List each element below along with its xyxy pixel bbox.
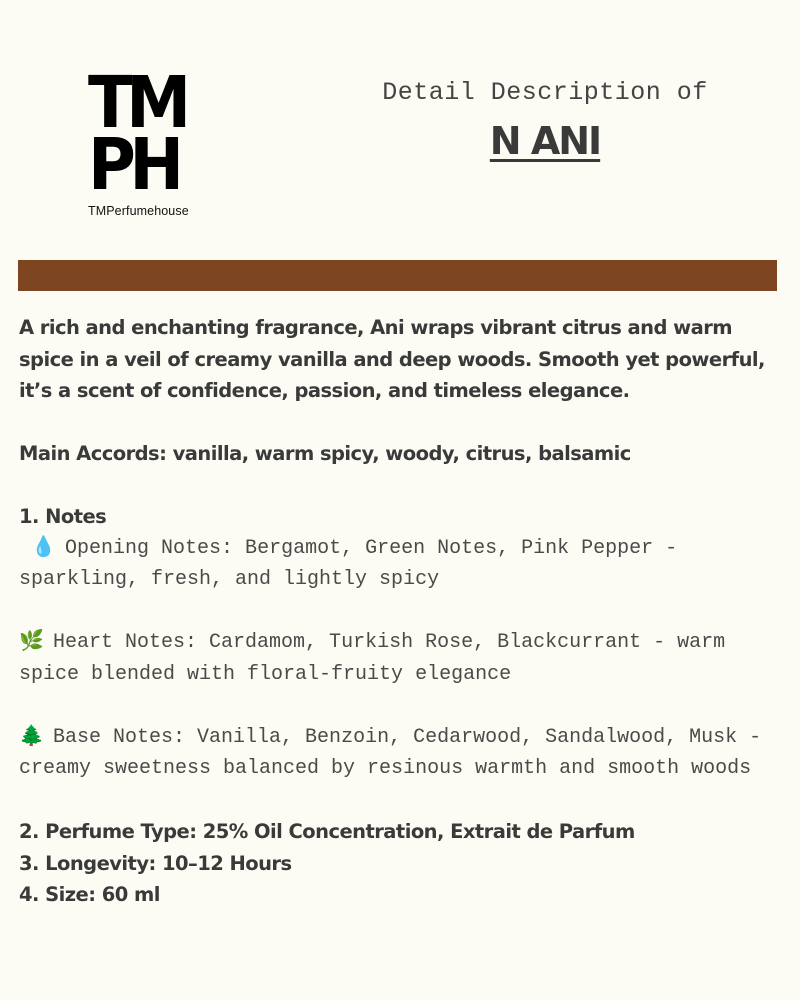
opening-notes-text: Opening Notes: Bergamot, Green Notes, Pink Pepper - sparkling, fresh, and lightly spicy <box>19 536 678 591</box>
description-paragraph: A rich and enchanting fragrance, Ani wraps vibrant citrus and warm spice in a veil of creamy vanilla and deep woods. Smooth yet powerful, it’s a scent of confidence, passion, and timeless elegance. <box>19 316 765 402</box>
brand-logo <box>88 61 203 218</box>
description-content <box>19 312 784 911</box>
logo-text-top: TM <box>88 61 185 144</box>
water-drop-icon: 💧 <box>31 536 56 560</box>
base-notes <box>19 722 784 785</box>
evergreen-tree-icon: 🌲 <box>19 725 44 749</box>
bottle-size: 4. Size: 60 ml <box>19 883 160 906</box>
page-subtitle: Detail Description of <box>382 78 708 107</box>
divider-bar <box>18 260 777 291</box>
notes-heading: 1. Notes <box>19 505 107 528</box>
brand-name: TMPerfumehouse <box>88 204 189 218</box>
title-block <box>330 78 760 163</box>
heart-notes <box>19 627 784 690</box>
longevity: 3. Longevity: 10–12 Hours <box>19 851 292 875</box>
logo-text-bottom: PH <box>88 123 178 206</box>
main-accords: Main Accords: vanilla, warm spicy, woody, citrus, balsamic <box>19 442 631 465</box>
heart-notes-text: Heart Notes: Cardamom, Turkish Rose, Blackcurrant - warm spice blended with floral-fruity elegance <box>19 631 726 686</box>
opening-notes <box>19 533 784 596</box>
herb-icon: 🌿 <box>19 631 44 654</box>
base-notes-text: Base Notes: Vanilla, Benzoin, Cedarwood, Sandalwood, Musk - creamy sweetness balanced by resinous warmth and smooth woods <box>19 725 762 780</box>
product-title: N ANI <box>489 119 601 163</box>
perfume-type: 2. Perfume Type: 25% Oil Concentration, Extrait de Parfum <box>19 820 635 843</box>
